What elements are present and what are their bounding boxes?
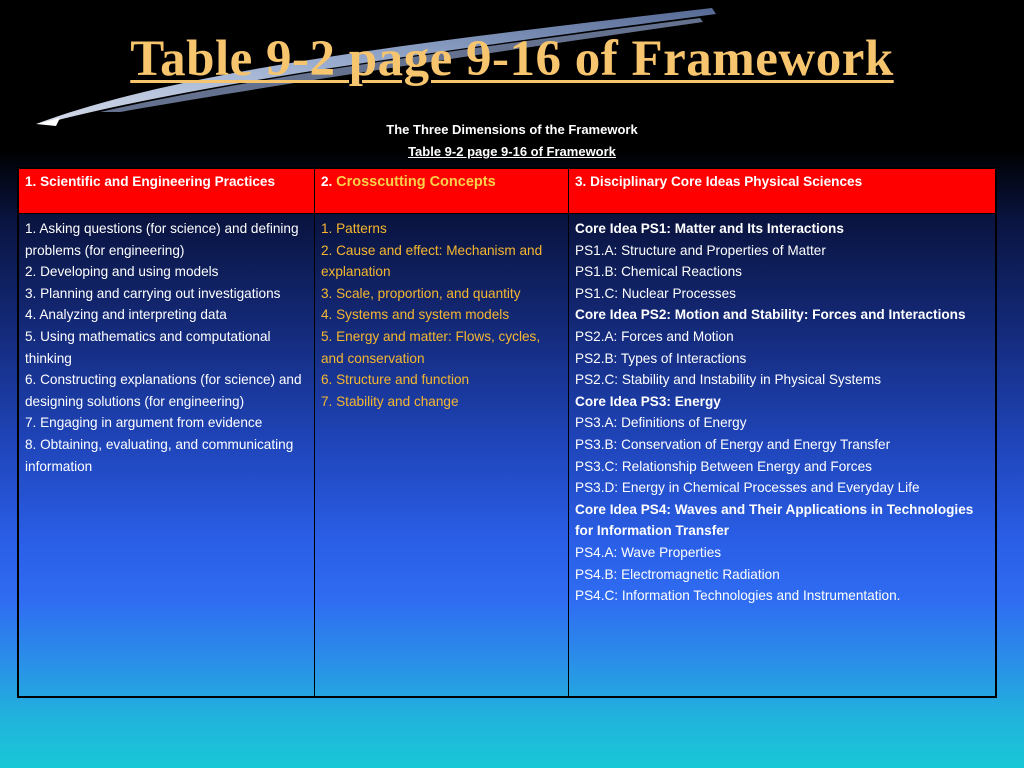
list-item: 3. Scale, proportion, and quantity (321, 285, 521, 301)
table-caption: The Three Dimensions of the Framework (386, 122, 638, 137)
list-item: 6. Constructing explanations (for science) and designing solutions (for engineering) (25, 372, 302, 409)
list-item: 2. Developing and using models (25, 264, 219, 280)
list-item: 5. Using mathematics and computational thinking (25, 328, 271, 366)
core-idea-item: PS1.C: Nuclear Processes (575, 285, 736, 301)
list-item: 2. Cause and effect: Mechanism and explanation (321, 242, 543, 280)
list-item: 5. Energy and matter: Flows, cycles, and conservation (321, 328, 541, 366)
framework-table-frame (17, 167, 997, 698)
framework-table (18, 168, 996, 697)
core-idea-item: PS2.C: Stability and Instability in Physical Systems (575, 372, 881, 388)
header-crosscutting-label: Crosscutting Concepts (336, 174, 496, 190)
list-item: 4. Systems and system models (321, 307, 510, 323)
list-item: 3. Planning and carrying out investigations (25, 285, 281, 301)
list-item: 7. Stability and change (321, 393, 459, 409)
list-item: 8. Obtaining, evaluating, and communicating information (25, 436, 294, 474)
header-practices: 1. Scientific and Engineering Practices (19, 169, 315, 214)
core-idea-item: PS3.C: Relationship Between Energy and Forces (575, 458, 872, 474)
header-crosscutting (315, 169, 569, 214)
core-ideas-cell (569, 214, 996, 697)
list-item: 6. Structure and function (321, 372, 470, 388)
core-idea-item: PS2.B: Types of Interactions (575, 350, 747, 366)
core-idea-heading: Core Idea PS2: Motion and Stability: Forces and Interactions (575, 307, 966, 323)
header-crosscutting-number: 2. (321, 174, 333, 189)
core-idea-item: PS1.A: Structure and Properties of Matter (575, 242, 826, 258)
list-item: 1. Patterns (321, 221, 387, 236)
list-item: 4. Analyzing and interpreting data (25, 307, 227, 323)
core-idea-item: PS4.A: Wave Properties (575, 544, 722, 560)
list-item: 1. Asking questions (for science) and defining problems (for engineering) (25, 221, 299, 258)
core-idea-item: PS3.B: Conservation of Energy and Energy Transfer (575, 436, 891, 452)
core-idea-item: PS3.A: Definitions of Energy (575, 415, 747, 431)
table-header-row (19, 169, 996, 214)
slide-title: Table 9-2 page 9-16 of Framework (130, 31, 894, 87)
core-idea-item: PS4.B: Electromagnetic Radiation (575, 566, 780, 582)
core-idea-item: PS1.B: Chemical Reactions (575, 264, 742, 280)
core-idea-item: PS2.A: Forces and Motion (575, 328, 734, 344)
practices-cell (19, 214, 315, 697)
table-subcaption: Table 9-2 page 9-16 of Framework (408, 144, 616, 159)
core-idea-heading: Core Idea PS1: Matter and Its Interactions (575, 221, 844, 236)
core-idea-item: PS3.D: Energy in Chemical Processes and Everyday Life (575, 480, 920, 496)
list-item: 7. Engaging in argument from evidence (25, 415, 263, 431)
core-idea-heading: Core Idea PS4: Waves and Their Applications in Technologies for Information Transfer (575, 501, 974, 539)
crosscutting-cell (315, 214, 569, 697)
core-idea-item: PS4.C: Information Technologies and Instrumentation. (575, 588, 901, 604)
core-idea-heading: Core Idea PS3: Energy (575, 393, 721, 409)
table-body-row (19, 214, 996, 697)
header-core-ideas: 3. Disciplinary Core Ideas Physical Sciences (569, 169, 996, 214)
